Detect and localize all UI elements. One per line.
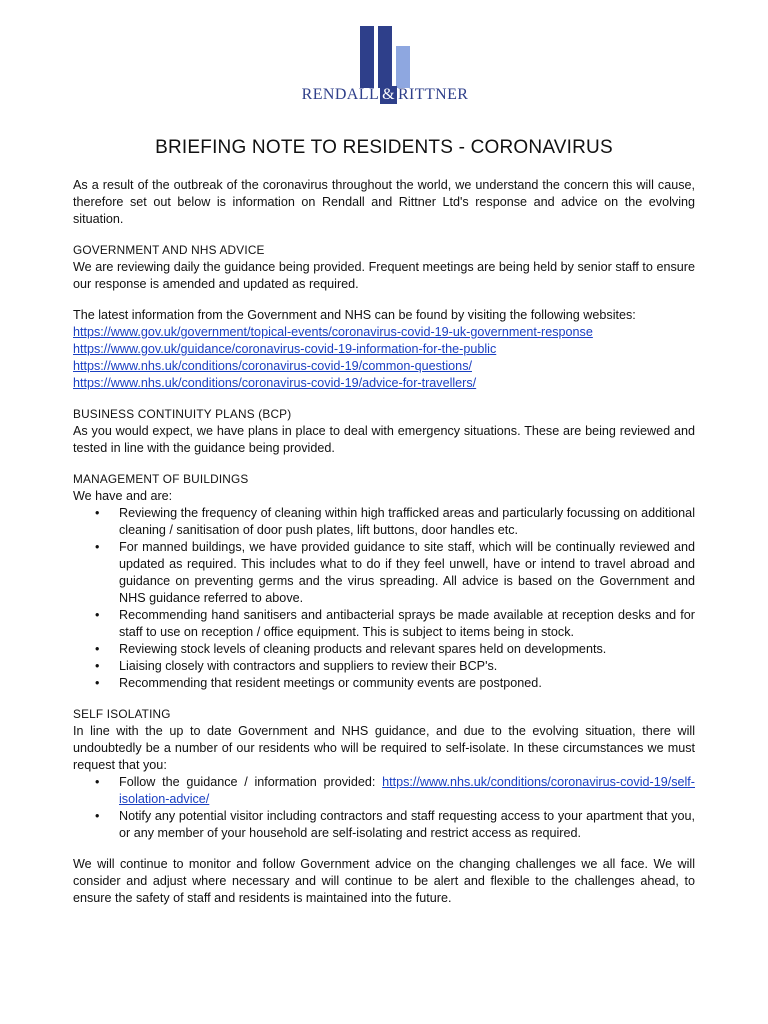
self-isolation-link[interactable]: https://www.nhs.uk/conditions/coronavirus-covid-19/self-isolation-advice/ — [119, 775, 695, 806]
document-body — [73, 177, 695, 907]
list-item: • For manned buildings, we have provided guidance to site staff, which will be continually reviewed and updated as required. This includes what to do if they feel unwell, have or intend to travel abroad and guidance on preventing germs and the virus spreading. All advice is based on the Government and NHS guidance referred to above. — [119, 539, 695, 607]
govt-latest-paragraph: The latest information from the Government and NHS can be found by visiting the following websites: — [73, 308, 636, 322]
logo-word-rendall: RENDALL — [301, 86, 380, 103]
list-item: • Liaising closely with contractors and suppliers to review their BCP's. — [119, 658, 695, 675]
logo-bar-dark-2 — [378, 26, 392, 88]
page-title: BRIEFING NOTE TO RESIDENTS - CORONAVIRUS — [155, 137, 613, 158]
buildings-lead: We have and are: — [73, 489, 173, 503]
isolating-item1-text: Follow the guidance / information provided: — [119, 775, 383, 789]
company-logo — [300, 26, 470, 112]
intro-paragraph: As a result of the outbreak of the coronavirus throughout the world, we understand the concern this will cause, therefore set out below is information on Rendall and Rittner Ltd's response and advice on the evolving situation. — [73, 178, 695, 226]
list-item: • Recommending that resident meetings or community events are postponed. — [119, 675, 695, 692]
bcp-heading: BUSINESS CONTINUITY PLANS (BCP) — [73, 407, 292, 421]
closing-paragraph: We will continue to monitor and follow Government advice on the changing challenges we all face. We will consider and adjust where necessary and will continue to be alert and flexible to the challenges ahead, to ensure the safety of staff and residents is maintained into the future. — [73, 857, 695, 905]
buildings-heading: MANAGEMENT OF BUILDINGS — [73, 472, 249, 486]
isolating-heading: SELF ISOLATING — [73, 707, 171, 721]
logo-ampersand: & — [382, 86, 395, 103]
logo-wordmark — [300, 86, 470, 104]
logo-bar-light — [396, 46, 410, 88]
isolating-paragraph: In line with the up to date Government and NHS guidance, and due to the evolving situation, there will undoubtedly be a number of our residents who will be required to self-isolate. In these circumstances we must request that you: — [73, 724, 695, 772]
nhs-link-1[interactable]: https://www.nhs.uk/conditions/coronavirus-covid-19/common-questions/ — [73, 359, 472, 373]
nhs-link-2[interactable]: https://www.nhs.uk/conditions/coronavirus-covid-19/advice-for-travellers/ — [73, 376, 477, 390]
list-item: • Reviewing stock levels of cleaning products and relevant spares held on developments. — [119, 641, 695, 658]
govt-paragraph: We are reviewing daily the guidance being provided. Frequent meetings are being held by senior staff to ensure our response is amended and updated as required. — [73, 260, 695, 291]
govt-link-1[interactable]: https://www.gov.uk/government/topical-events/coronavirus-covid-19-uk-government-response — [73, 325, 593, 339]
bcp-paragraph: As you would expect, we have plans in place to deal with emergency situations. These are being reviewed and tested in line with the guidance being provided. — [73, 424, 695, 455]
govt-link-2[interactable]: https://www.gov.uk/guidance/coronavirus-covid-19-information-for-the-public — [73, 342, 497, 356]
list-item: • Recommending hand sanitisers and antibacterial sprays be made available at reception desks and for staff to use on reception / office equipment. This is subject to items being in stock. — [119, 607, 695, 641]
list-item — [119, 774, 695, 808]
logo-bars-graphic — [360, 26, 415, 88]
isolating-list — [73, 774, 695, 842]
buildings-list — [73, 505, 695, 692]
list-item: • Notify any potential visitor including contractors and staff requesting access to your apartment that you, or any member of your household are self-isolating and restrict access as required. — [119, 808, 695, 842]
logo-bar-dark-1 — [360, 26, 374, 88]
list-item: • Reviewing the frequency of cleaning within high trafficked areas and particularly focussing on additional cleaning / sanitisation of door push plates, lift buttons, door handles etc. — [119, 505, 695, 539]
logo-word-rittner: RITTNER — [397, 86, 469, 103]
govt-heading: GOVERNMENT AND NHS ADVICE — [73, 243, 265, 257]
